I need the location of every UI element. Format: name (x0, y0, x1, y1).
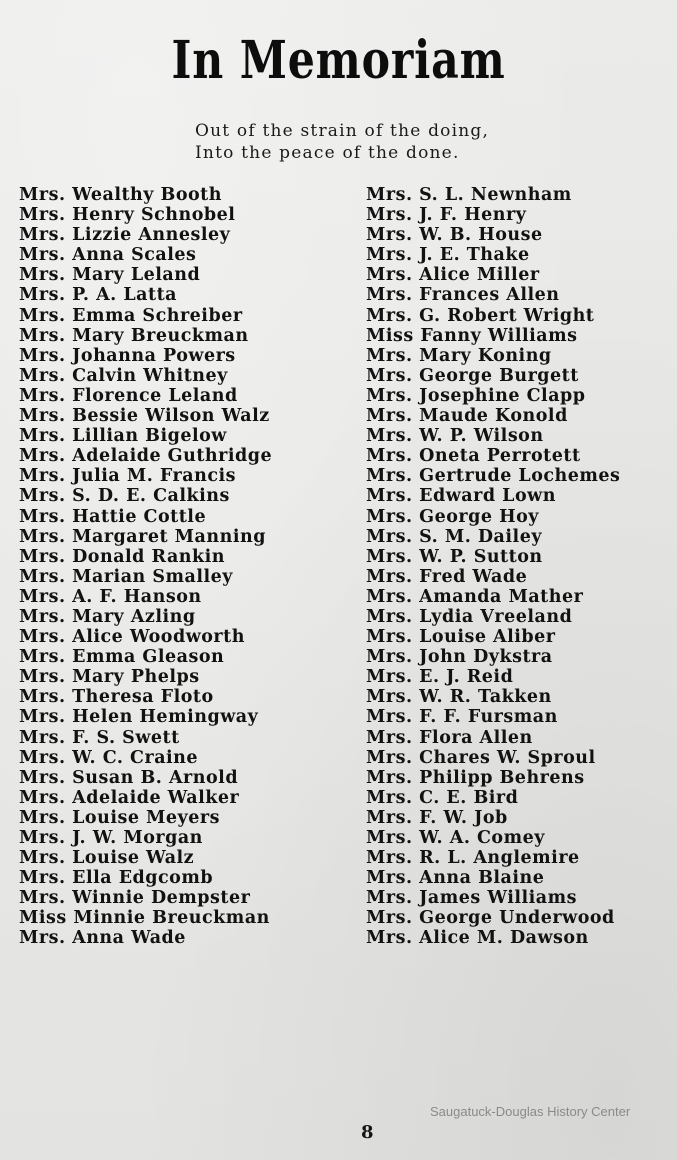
memorial-name: Mrs. Theresa Floto (19, 687, 214, 708)
epigraph-line-2: Into the peace of the done. (195, 143, 460, 163)
memorial-name: Mrs. Louise Walz (19, 848, 195, 869)
memorial-name: Mrs. A. F. Hanson (19, 586, 202, 607)
epigraph (195, 120, 489, 164)
memorial-name: Mrs. George Hoy (366, 506, 539, 527)
memorial-name: Miss Fanny Williams (366, 325, 578, 346)
memorial-name: Mrs. George Underwood (366, 908, 615, 929)
memorial-name: Mrs. W. P. Sutton (366, 546, 543, 567)
memorial-name: Mrs. Alice Miller (366, 265, 540, 286)
memorial-name: Mrs. W. A. Comey (366, 828, 545, 848)
memorial-name: Mrs. John Dykstra (366, 647, 553, 668)
left-name-column (19, 185, 272, 949)
memorial-name: Mrs. Oneta Perrotett (366, 446, 581, 467)
memorial-name: Mrs. Philipp Behrens (366, 767, 585, 788)
memorial-name: Mrs. Louise Aliber (366, 627, 556, 648)
memorial-name: Mrs. George Burgett (366, 365, 579, 386)
memorial-name: Mrs. Donald Rankin (19, 546, 226, 567)
memorial-name: Mrs. Fred Wade (366, 566, 528, 587)
memorial-name: Mrs. F. F. Fursman (366, 707, 558, 728)
memorial-name: Mrs. Flora Allen (366, 727, 533, 748)
memorial-name: Mrs. S. L. Newnham (366, 185, 572, 205)
memorial-name: Mrs. Adelaide Guthridge (19, 446, 273, 467)
page-number: 8 (361, 1122, 374, 1143)
memorial-name: Mrs. Hattie Cottle (19, 506, 207, 527)
memorial-name: Mrs. Chares W. Sproul (366, 747, 596, 768)
memorial-name: Mrs. Johanna Powers (19, 345, 236, 366)
memorial-name: Mrs. Marian Smalley (19, 566, 233, 587)
memorial-name: Mrs. Maude Konold (366, 406, 568, 427)
memorial-name: Mrs. Henry Schnobel (19, 205, 236, 226)
memorial-name: Mrs. S. M. Dailey (366, 526, 542, 547)
memorial-name: Mrs. E. J. Reid (366, 667, 514, 688)
memorial-name: Mrs. Mary Phelps (19, 667, 200, 688)
memorial-name: Mrs. Lizzie Annesley (19, 225, 231, 246)
epigraph-line-1: Out of the strain of the doing, (195, 121, 490, 141)
memorial-name: Mrs. W. C. Craine (19, 747, 199, 768)
memorial-name: Mrs. S. D. E. Calkins (19, 486, 230, 507)
memorial-name: Mrs. R. L. Anglemire (366, 848, 580, 869)
memorial-name: Mrs. W. P. Wilson (366, 426, 544, 447)
memorial-name: Mrs. J. W. Morgan (19, 828, 203, 848)
memorial-name: Mrs. Wealthy Booth (19, 185, 222, 205)
memorial-name: Mrs. Margaret Manning (19, 526, 266, 547)
memorial-name: Mrs. Mary Leland (19, 265, 201, 286)
memorial-name: Mrs. G. Robert Wright (366, 305, 595, 326)
memorial-name: Mrs. Edward Lown (366, 486, 556, 507)
memorial-name: Mrs. Florence Leland (19, 385, 238, 406)
memorial-name: Mrs. Bessie Wilson Walz (19, 406, 270, 427)
memorial-name: Mrs. Anna Blaine (366, 868, 545, 889)
memorial-name: Mrs. J. E. Thake (366, 245, 530, 266)
memorial-name: Mrs. J. F. Henry (366, 205, 527, 226)
page-title: In Memoriam (171, 30, 506, 91)
memorial-name: Mrs. F. W. Job (366, 807, 508, 828)
memorial-name: Mrs. Josephine Clapp (366, 385, 586, 406)
memorial-name: Mrs. W. B. House (366, 225, 543, 246)
memorial-name: Mrs. Gertrude Lochemes (366, 466, 621, 487)
memorial-name: Mrs. Mary Breuckman (19, 325, 249, 346)
memorial-name: Mrs. Anna Wade (19, 928, 186, 949)
memorial-name: Mrs. Alice Woodworth (19, 627, 245, 648)
memorial-name: Mrs. W. R. Takken (366, 687, 552, 708)
memorial-name: Mrs. Lillian Bigelow (19, 426, 227, 447)
memorial-name: Mrs. Anna Scales (19, 245, 197, 266)
memorial-name: Mrs. Frances Allen (366, 285, 560, 306)
memorial-name: Mrs. Adelaide Walker (19, 787, 240, 808)
memorial-name: Mrs. Susan B. Arnold (19, 767, 239, 788)
memorial-name: Mrs. Louise Meyers (19, 807, 220, 828)
memorial-name: Mrs. Helen Hemingway (19, 707, 259, 728)
memorial-name: Mrs. Emma Gleason (19, 647, 225, 668)
right-name-column (366, 185, 620, 949)
memorial-name: Mrs. Calvin Whitney (19, 365, 228, 386)
memorial-name: Mrs. Winnie Dempster (19, 888, 251, 909)
memorial-name: Mrs. James Williams (366, 888, 577, 909)
memorial-name: Mrs. Emma Schreiber (19, 305, 243, 326)
watermark-credit: Saugatuck-Douglas History Center (430, 1104, 631, 1119)
memorial-name: Miss Minnie Breuckman (19, 908, 270, 929)
memorial-name: Mrs. Mary Azling (19, 606, 196, 627)
memorial-name: Mrs. Amanda Mather (366, 586, 584, 607)
memorial-name: Mrs. Alice M. Dawson (366, 928, 589, 949)
memorial-name: Mrs. Ella Edgcomb (19, 868, 214, 889)
memorial-name: Mrs. P. A. Latta (19, 285, 177, 306)
memorial-name: Mrs. Mary Koning (366, 345, 552, 366)
memorial-name: Mrs. Lydia Vreeland (366, 606, 573, 627)
memorial-name: Mrs. F. S. Swett (19, 727, 180, 748)
memorial-name: Mrs. Julia M. Francis (19, 466, 236, 487)
memorial-name: Mrs. C. E. Bird (366, 787, 519, 808)
